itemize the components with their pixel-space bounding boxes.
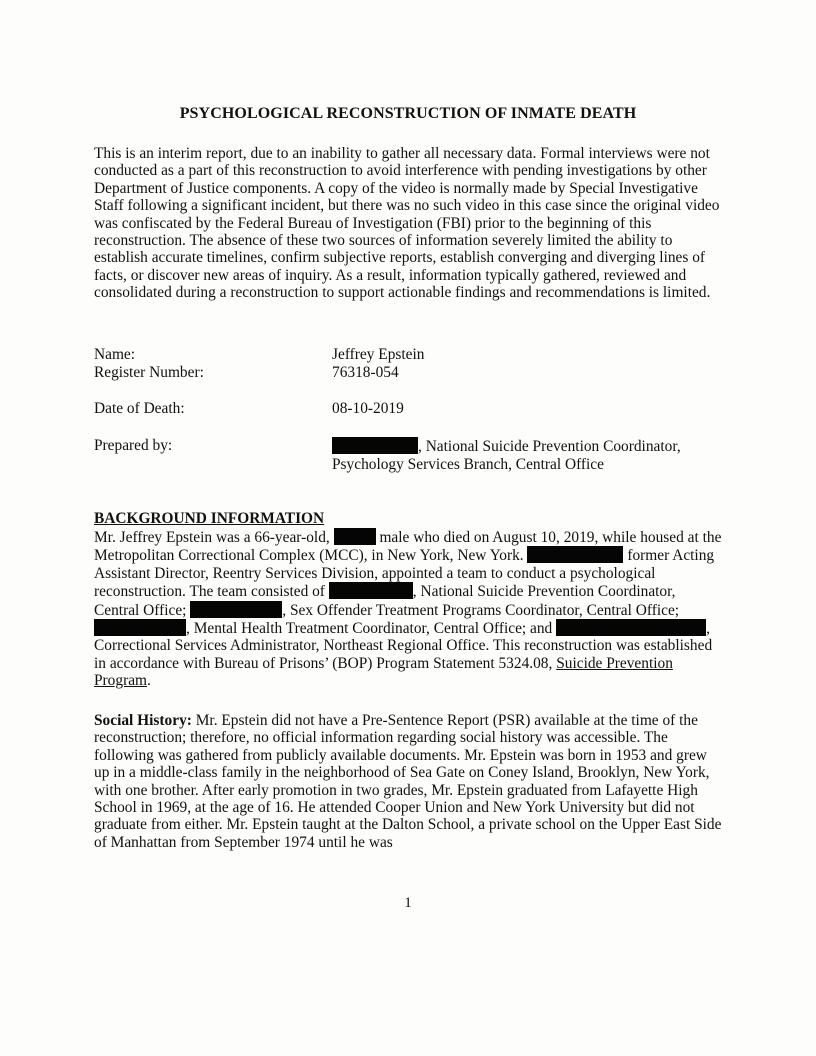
redaction-block — [556, 619, 706, 636]
date-of-death-value: 08-10-2019 — [332, 400, 404, 417]
redaction-block — [329, 582, 413, 599]
redaction-block — [332, 437, 418, 454]
prepared-by-title: , National Suicide Prevention Coordinator, — [418, 438, 681, 455]
register-number-label: Register Number: — [94, 364, 204, 381]
background-text: male who died on August 10, 2019, while housed at the Metropolitan Correctional Complex (MCC), in New York, New York. — [94, 529, 722, 565]
background-text: , National Suicide Prevention Coordinator, Central Office; — [94, 583, 676, 619]
background-heading: BACKGROUND INFORMATION — [94, 510, 325, 527]
redaction-block — [94, 619, 186, 636]
background-text: , Sex Offender Treatment Programs Coordinator, Central Office; — [282, 601, 680, 619]
prepared-by-label: Prepared by: — [94, 437, 173, 454]
date-of-death-label: Date of Death: — [94, 400, 185, 417]
background-text: . — [147, 672, 151, 690]
social-history-paragraph — [94, 712, 724, 851]
background-text: , Correctional Services Administrator, Northeast Regional Office. This reconstruction was established in accordance with Bureau of Prisons’ (BOP) Program Statement 5324.08, — [94, 620, 713, 672]
redaction-block — [334, 528, 376, 545]
redaction-block — [527, 546, 623, 563]
prepared-by-office: Psychology Services Branch, Central Office — [332, 455, 604, 473]
name-label: Name: — [94, 346, 136, 363]
background-text: Mr. Jeffrey Epstein was a 66-year-old, — [94, 529, 334, 546]
name-value: Jeffrey Epstein — [332, 346, 425, 363]
social-history-text: Mr. Epstein did not have a Pre-Sentence Report (PSR) available at the time of the reconstruction; therefore, no official information regarding social history was accessible. The following was gathered from publicly available documents. Mr. Epstein was born in 1953 and grew up in a middle-class family in the neighborhood of Sea Gate on Coney Island, Brooklyn, New York, with one brother. After early promotion in two grades, Mr. Epstein graduated from Lafayette High School in 1969, at the age of 16. He attended Cooper Union and New York University but did not graduate from either. Mr. Epstein taught at the Dalton School, a private school on the Upper East Side of Manhattan from September 1974 until he was — [94, 712, 722, 851]
register-number-value: 76318-054 — [332, 364, 399, 381]
redaction-block — [190, 601, 282, 618]
program-statement-title: Suicide Prevention Program — [94, 654, 673, 690]
background-text: , Mental Health Treatment Coordinator, Central Office; and — [186, 620, 557, 638]
page-number: 1 — [404, 895, 412, 911]
document-title: PSYCHOLOGICAL RECONSTRUCTION OF INMATE DEATH — [179, 105, 637, 122]
prepared-by-value — [332, 437, 732, 473]
background-text: former Acting Assistant Director, Reentry Services Division, appointed a team to conduct a psychological reconstruction. The team consisted of — [94, 547, 715, 601]
social-history-label: Social History: — [94, 712, 192, 729]
intro-paragraph: This is an interim report, due to an inability to gather all necessary data. Formal interviews were not conducted as a part of this reconstruction to avoid interference with pending investigations by other Department of Justice components. A copy of the video is normally made by Special Investigative Staff following a significant incident, but there was no such video in this case since the original video was confiscated by the Federal Bureau of Investigation (FBI) prior to the beginning of this reconstruction. The absence of these two sources of information severely limited the ability to establish accurate timelines, confirm subjective reports, establish converging and diverging lines of facts, or discover new areas of inquiry. As a result, information typically gathered, reviewed and consolidated during a reconstruction to support actionable findings and recommendations is limited. — [94, 145, 720, 302]
background-paragraph — [94, 528, 724, 690]
